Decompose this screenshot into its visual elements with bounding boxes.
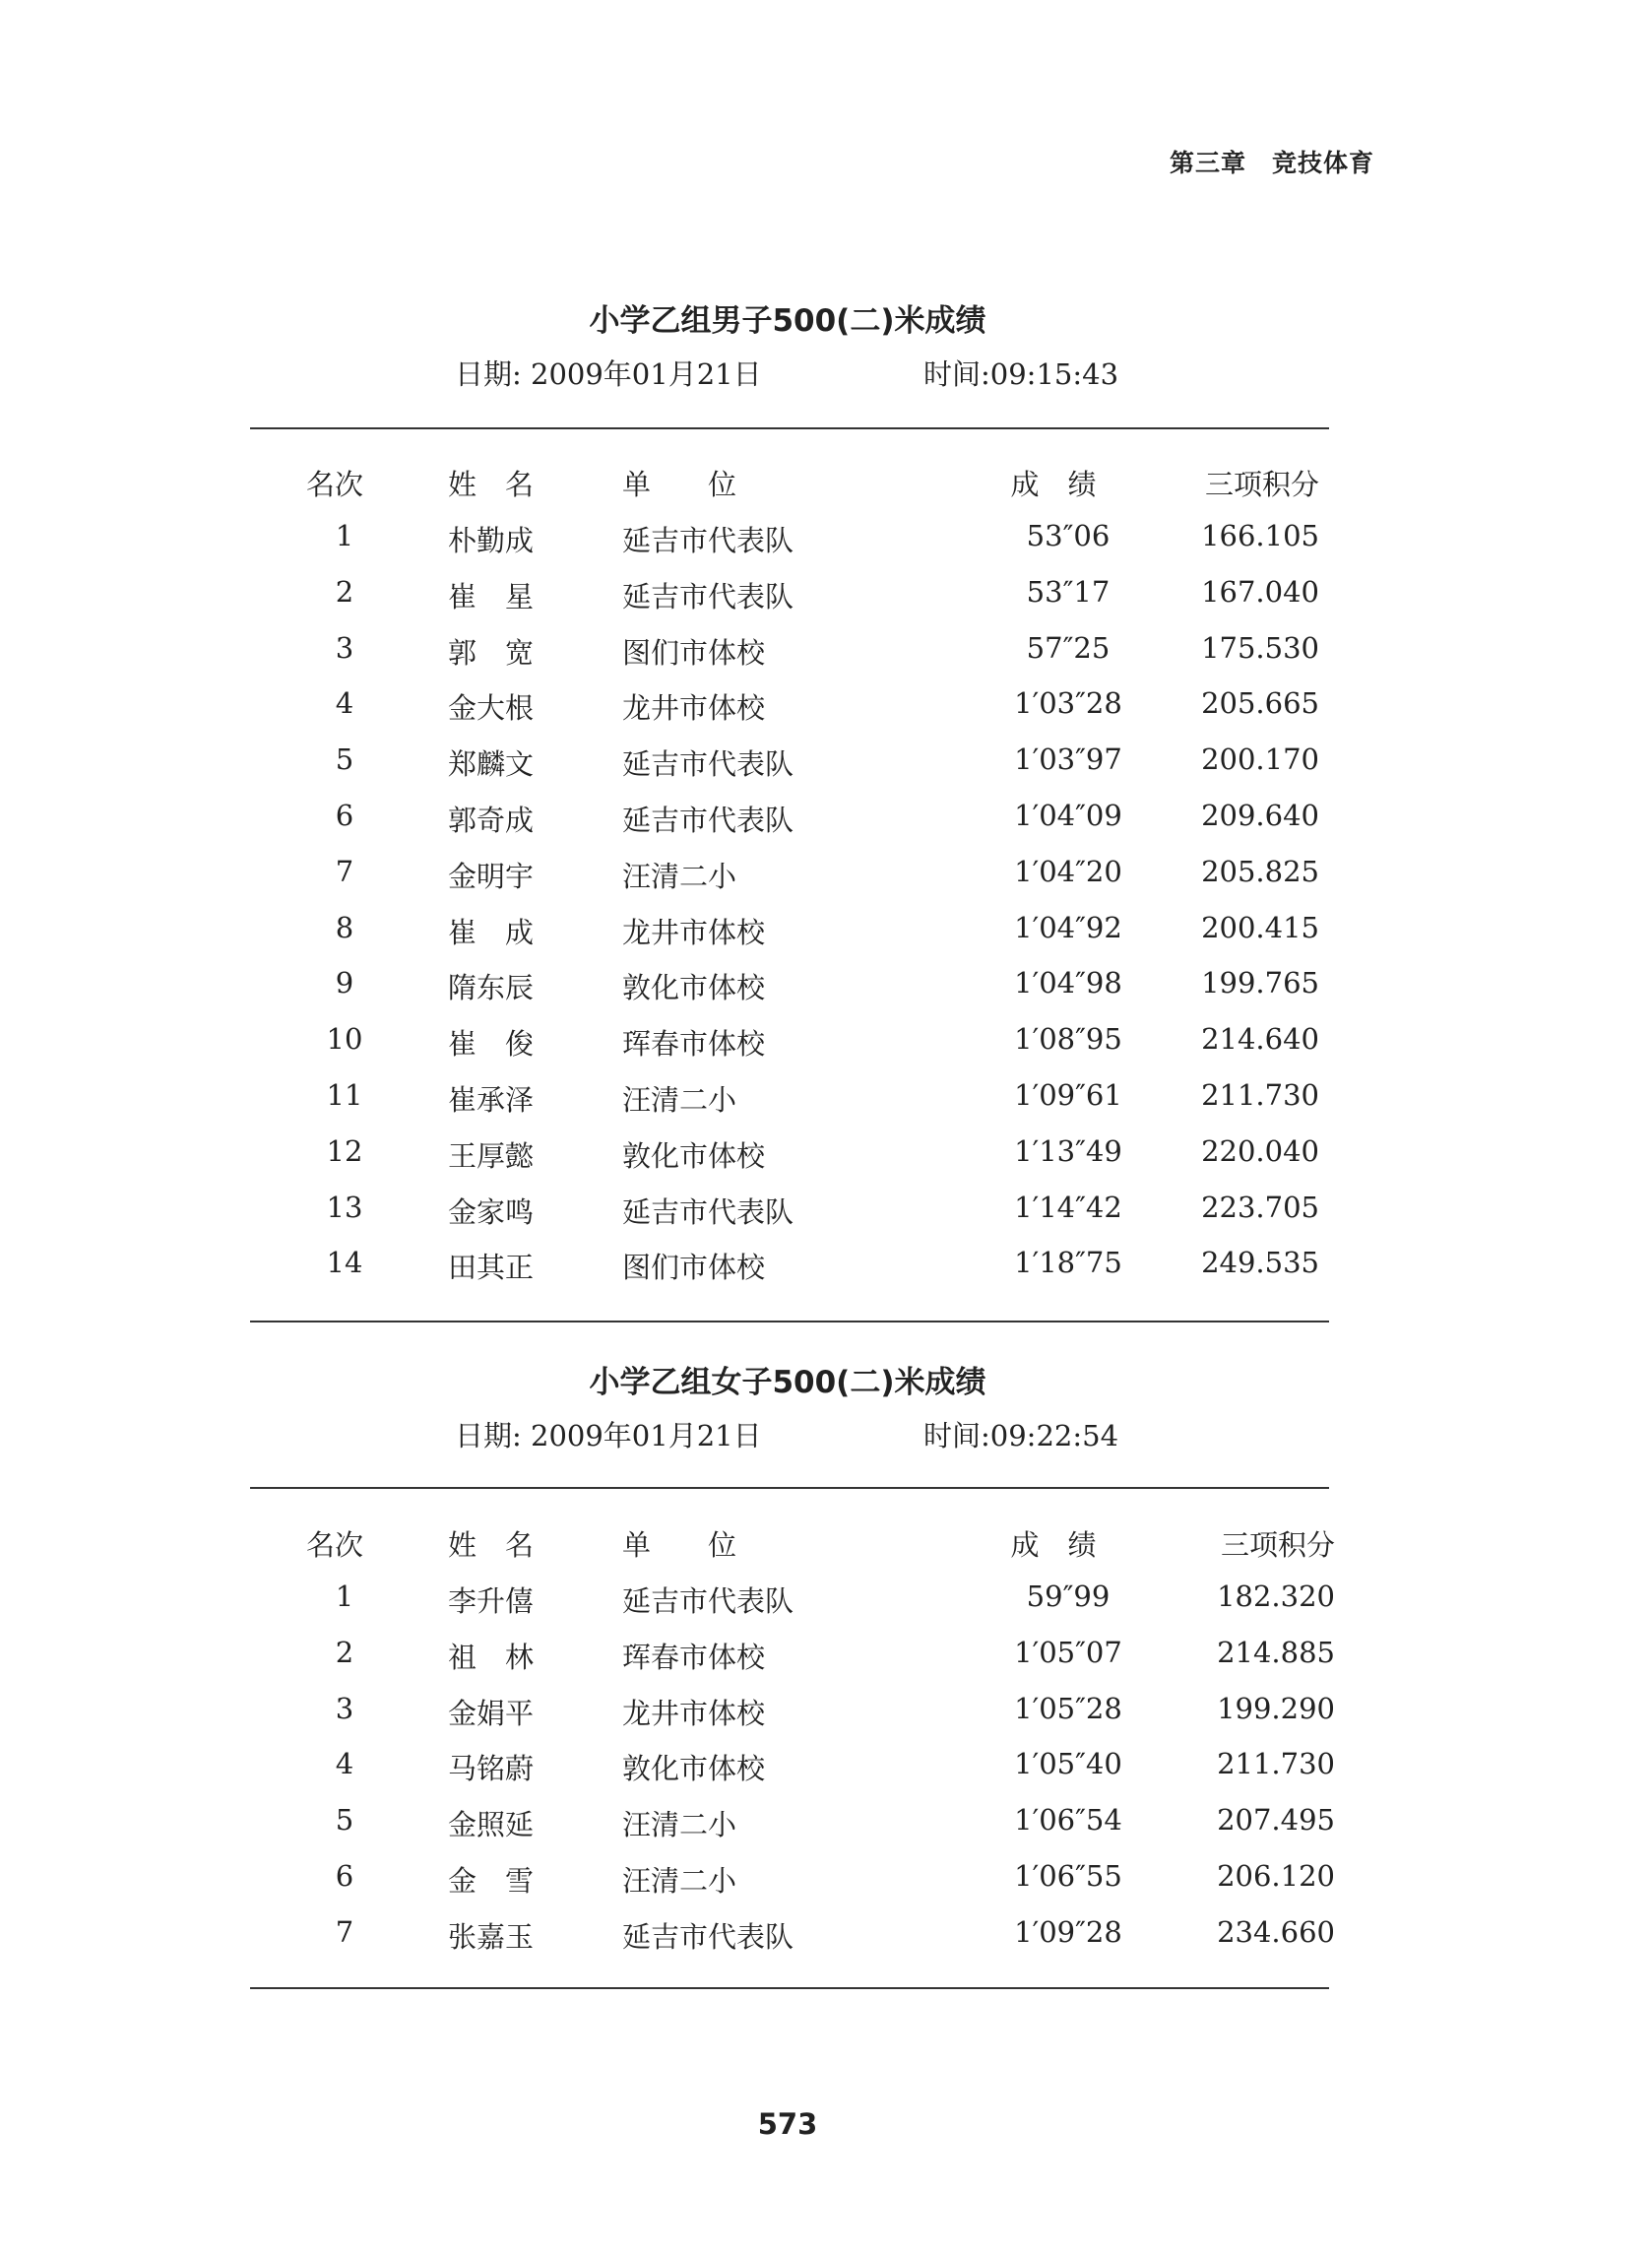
table-row bbox=[0, 799, 1652, 848]
header-name: 姓 名 bbox=[448, 1528, 535, 1562]
rank-cell: 4 bbox=[335, 686, 354, 721]
unit-cell: 龙井市体校 bbox=[622, 691, 766, 726]
header-result: 成 绩 bbox=[1010, 468, 1097, 501]
table-row bbox=[0, 1078, 1652, 1128]
table-row bbox=[0, 855, 1652, 904]
table-1-date: 日期: 2009年01月21日 bbox=[455, 357, 762, 391]
table-row bbox=[0, 1859, 1652, 1908]
rank-cell: 10 bbox=[326, 1022, 363, 1057]
header-score: 三项积分 bbox=[1220, 1528, 1335, 1562]
table-row bbox=[0, 519, 1652, 568]
table-row bbox=[0, 1803, 1652, 1852]
result-cell: 1′14″42 bbox=[1014, 1190, 1122, 1224]
score-cell: 167.040 bbox=[1201, 574, 1319, 609]
table-row bbox=[0, 966, 1652, 1015]
table-2-time: 时间:09:22:54 bbox=[923, 1419, 1119, 1452]
result-cell: 1′09″61 bbox=[1014, 1078, 1122, 1112]
unit-cell: 汪清二小 bbox=[622, 1864, 737, 1898]
unit-cell: 延吉市代表队 bbox=[622, 579, 794, 613]
table-row bbox=[0, 1246, 1652, 1295]
score-cell: 211.730 bbox=[1217, 1747, 1335, 1781]
score-cell: 175.530 bbox=[1201, 630, 1319, 665]
unit-cell: 敦化市体校 bbox=[622, 971, 766, 1005]
page-number: 573 bbox=[757, 2107, 818, 2141]
unit-cell: 延吉市代表队 bbox=[622, 1919, 794, 1954]
name-cell: 隋东辰 bbox=[448, 971, 535, 1005]
table-2-top-rule bbox=[250, 1487, 1329, 1489]
result-cell: 1′13″49 bbox=[1014, 1133, 1122, 1168]
header-result: 成 绩 bbox=[1010, 1528, 1097, 1562]
score-cell: 166.105 bbox=[1201, 519, 1319, 552]
rank-cell: 1 bbox=[335, 519, 354, 552]
result-cell: 1′06″55 bbox=[1014, 1859, 1122, 1893]
table-1-time: 时间:09:15:43 bbox=[923, 357, 1119, 391]
score-cell: 220.040 bbox=[1201, 1133, 1319, 1168]
table-2-title: 小学乙组女子500(二)米成绩 bbox=[589, 1365, 986, 1400]
table-1-top-rule bbox=[250, 427, 1329, 429]
table-row bbox=[0, 1022, 1652, 1071]
table-row bbox=[0, 1580, 1652, 1629]
result-cell: 1′05″40 bbox=[1014, 1747, 1122, 1781]
unit-cell: 敦化市体校 bbox=[622, 1138, 766, 1173]
name-cell: 金 雪 bbox=[448, 1864, 535, 1898]
rank-cell: 11 bbox=[326, 1078, 363, 1112]
score-cell: 223.705 bbox=[1201, 1190, 1319, 1224]
unit-cell: 汪清二小 bbox=[622, 1808, 737, 1842]
score-cell: 214.885 bbox=[1217, 1635, 1335, 1669]
name-cell: 崔 星 bbox=[448, 579, 535, 613]
unit-cell: 图们市体校 bbox=[622, 635, 766, 670]
unit-cell: 汪清二小 bbox=[622, 1083, 737, 1117]
header-name: 姓 名 bbox=[448, 468, 535, 501]
unit-cell: 珲春市体校 bbox=[622, 1640, 766, 1674]
header-rank: 名次 bbox=[305, 1528, 363, 1562]
result-cell: 1′05″07 bbox=[1014, 1635, 1122, 1669]
rank-cell: 6 bbox=[335, 799, 354, 832]
rank-cell: 4 bbox=[335, 1747, 354, 1781]
name-cell: 崔 俊 bbox=[448, 1027, 535, 1062]
score-cell: 214.640 bbox=[1201, 1022, 1319, 1057]
table-1-header-row bbox=[0, 463, 1652, 512]
name-cell: 张嘉玉 bbox=[448, 1919, 535, 1954]
name-cell: 郑麟文 bbox=[448, 747, 535, 782]
table-1-title: 小学乙组男子500(二)米成绩 bbox=[589, 303, 986, 339]
rank-cell: 3 bbox=[335, 1691, 354, 1725]
unit-cell: 图们市体校 bbox=[622, 1251, 766, 1285]
result-cell: 1′03″97 bbox=[1014, 742, 1122, 777]
name-cell: 崔承泽 bbox=[448, 1083, 535, 1117]
unit-cell: 延吉市代表队 bbox=[622, 524, 794, 557]
rank-cell: 13 bbox=[326, 1190, 363, 1224]
running-head: 第三章 竞技体育 bbox=[1169, 149, 1374, 177]
rank-cell: 5 bbox=[335, 1803, 354, 1838]
result-cell: 1′08″95 bbox=[1014, 1022, 1122, 1057]
score-cell: 211.730 bbox=[1201, 1078, 1319, 1112]
result-cell: 53″06 bbox=[1026, 519, 1111, 552]
unit-cell: 龙井市体校 bbox=[622, 1696, 766, 1730]
name-cell: 金大根 bbox=[448, 691, 535, 726]
table-row bbox=[0, 911, 1652, 960]
score-cell: 207.495 bbox=[1217, 1803, 1335, 1838]
name-cell: 王厚懿 bbox=[448, 1138, 535, 1173]
table-row bbox=[0, 1915, 1652, 1965]
table-row bbox=[0, 575, 1652, 624]
name-cell: 金明宇 bbox=[448, 859, 535, 893]
score-cell: 205.665 bbox=[1201, 686, 1319, 721]
unit-cell: 延吉市代表队 bbox=[622, 1584, 794, 1618]
score-cell: 182.320 bbox=[1217, 1580, 1335, 1613]
rank-cell: 6 bbox=[335, 1859, 354, 1893]
score-cell: 200.415 bbox=[1201, 910, 1319, 944]
unit-cell: 珲春市体校 bbox=[622, 1027, 766, 1062]
header-unit: 单 位 bbox=[622, 1528, 737, 1562]
rank-cell: 7 bbox=[335, 854, 354, 888]
rank-cell: 2 bbox=[335, 1635, 354, 1669]
name-cell: 金照延 bbox=[448, 1808, 535, 1842]
score-cell: 209.640 bbox=[1201, 799, 1319, 832]
table-row bbox=[0, 742, 1652, 792]
result-cell: 1′04″92 bbox=[1014, 910, 1122, 944]
header-rank: 名次 bbox=[305, 468, 363, 501]
table-row bbox=[0, 1191, 1652, 1240]
table-2-bottom-rule bbox=[250, 1987, 1329, 1989]
result-cell: 1′03″28 bbox=[1014, 686, 1122, 721]
table-row bbox=[0, 1636, 1652, 1685]
name-cell: 金家鸣 bbox=[448, 1194, 535, 1229]
table-row bbox=[0, 686, 1652, 736]
rank-cell: 7 bbox=[335, 1914, 354, 1949]
result-cell: 59″99 bbox=[1026, 1580, 1111, 1613]
score-cell: 199.290 bbox=[1217, 1691, 1335, 1725]
unit-cell: 汪清二小 bbox=[622, 859, 737, 893]
result-cell: 1′04″20 bbox=[1014, 854, 1122, 888]
rank-cell: 14 bbox=[326, 1246, 363, 1280]
result-cell: 1′09″28 bbox=[1014, 1914, 1122, 1949]
rank-cell: 2 bbox=[335, 574, 354, 609]
score-cell: 199.765 bbox=[1201, 966, 1319, 1000]
table-row bbox=[0, 1747, 1652, 1796]
name-cell: 郭奇成 bbox=[448, 804, 535, 837]
name-cell: 李升僖 bbox=[448, 1584, 535, 1618]
rank-cell: 3 bbox=[335, 630, 354, 665]
name-cell: 祖 林 bbox=[448, 1640, 535, 1674]
result-cell: 1′06″54 bbox=[1014, 1803, 1122, 1838]
rank-cell: 12 bbox=[326, 1133, 363, 1168]
result-cell: 1′05″28 bbox=[1014, 1691, 1122, 1725]
rank-cell: 5 bbox=[335, 742, 354, 777]
header-unit: 单 位 bbox=[622, 468, 737, 501]
table-row bbox=[0, 631, 1652, 680]
unit-cell: 敦化市体校 bbox=[622, 1752, 766, 1786]
result-cell: 1′04″09 bbox=[1014, 799, 1122, 832]
name-cell: 田其正 bbox=[448, 1251, 535, 1285]
table-1-bottom-rule bbox=[250, 1321, 1329, 1322]
name-cell: 郭 宽 bbox=[448, 635, 535, 670]
unit-cell: 龙井市体校 bbox=[622, 915, 766, 949]
result-cell: 53″17 bbox=[1026, 574, 1111, 609]
unit-cell: 延吉市代表队 bbox=[622, 1194, 794, 1229]
rank-cell: 9 bbox=[335, 966, 354, 1000]
score-cell: 249.535 bbox=[1201, 1246, 1319, 1280]
result-cell: 1′04″98 bbox=[1014, 966, 1122, 1000]
result-cell: 57″25 bbox=[1026, 630, 1111, 665]
name-cell: 马铭蔚 bbox=[448, 1752, 535, 1786]
name-cell: 崔 成 bbox=[448, 915, 535, 949]
rank-cell: 8 bbox=[335, 910, 354, 944]
score-cell: 206.120 bbox=[1217, 1859, 1335, 1893]
table-row bbox=[0, 1692, 1652, 1741]
name-cell: 朴勤成 bbox=[448, 524, 535, 557]
table-row bbox=[0, 1134, 1652, 1184]
result-cell: 1′18″75 bbox=[1014, 1246, 1122, 1280]
name-cell: 金娟平 bbox=[448, 1696, 535, 1730]
score-cell: 205.825 bbox=[1201, 854, 1319, 888]
unit-cell: 延吉市代表队 bbox=[622, 804, 794, 837]
table-2-date: 日期: 2009年01月21日 bbox=[455, 1419, 762, 1452]
score-cell: 200.170 bbox=[1201, 742, 1319, 777]
header-score: 三项积分 bbox=[1204, 468, 1319, 501]
score-cell: 234.660 bbox=[1217, 1914, 1335, 1949]
rank-cell: 1 bbox=[335, 1580, 354, 1613]
table-2-header-row bbox=[0, 1523, 1652, 1573]
unit-cell: 延吉市代表队 bbox=[622, 747, 794, 782]
